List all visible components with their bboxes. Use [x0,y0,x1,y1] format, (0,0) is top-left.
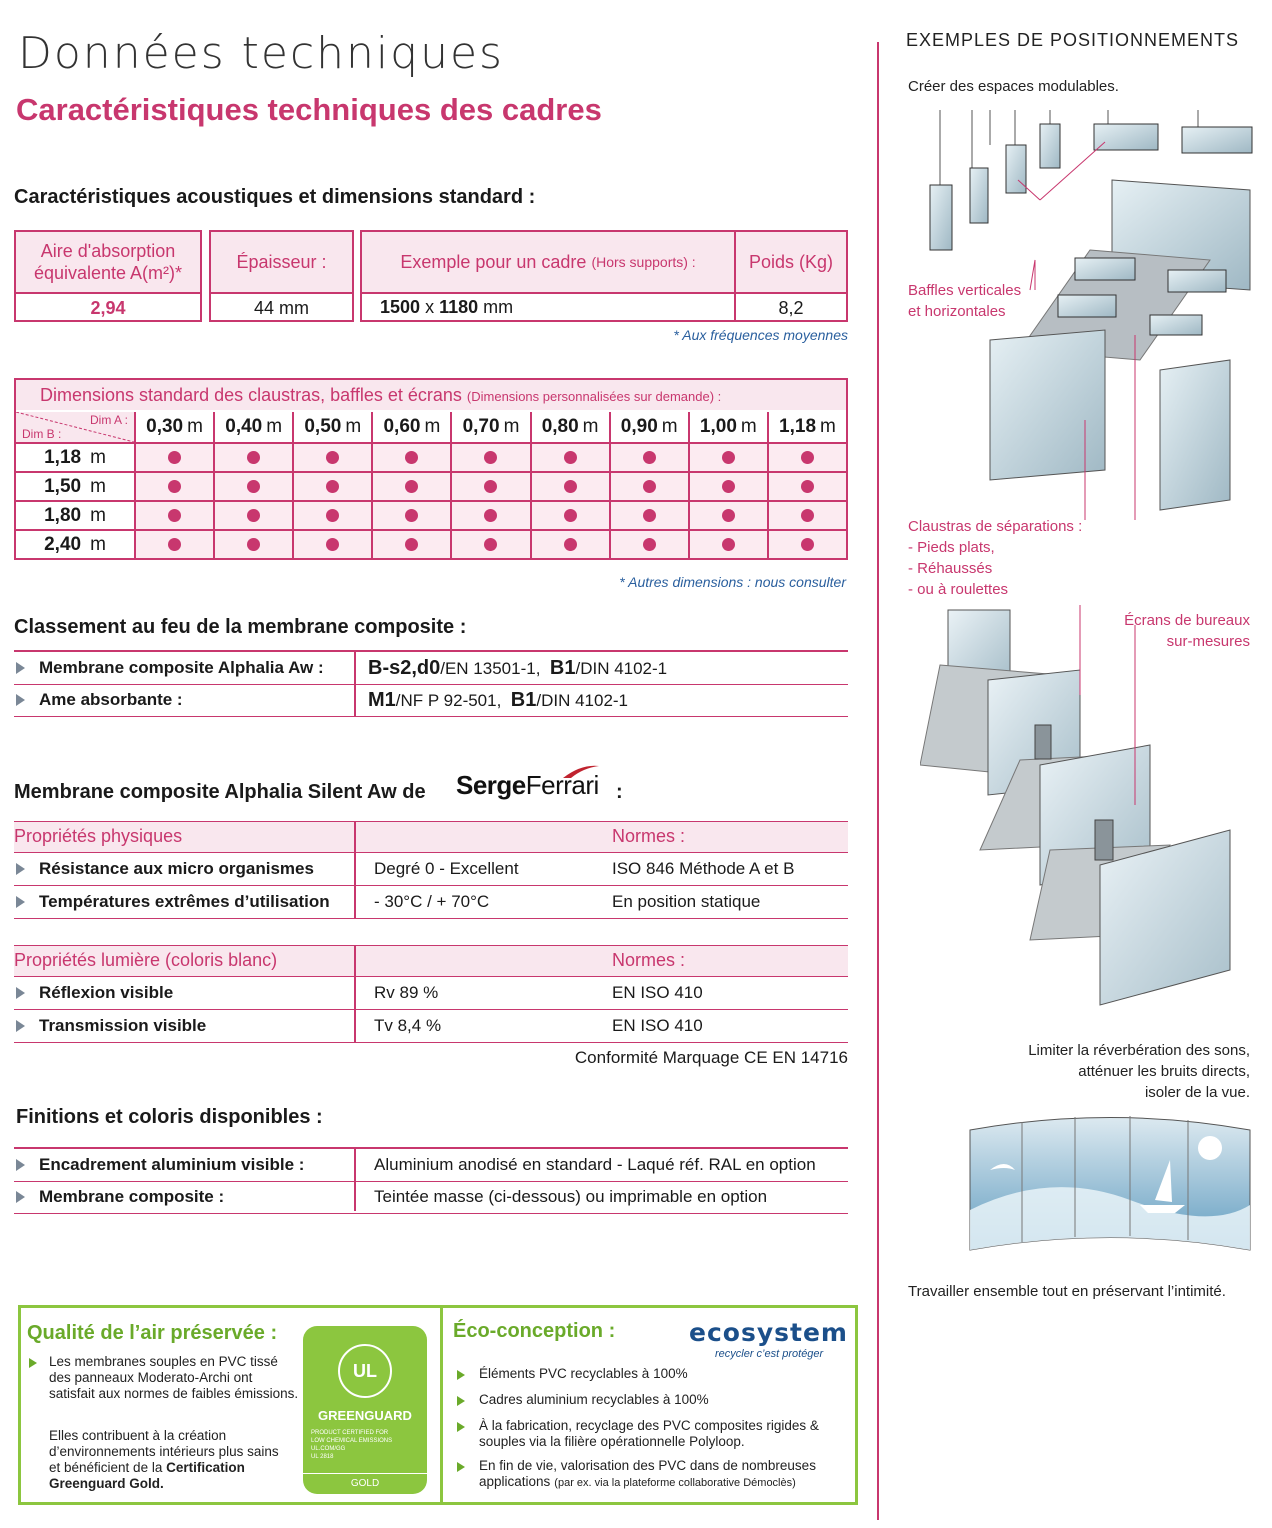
page-subtitle: Caractéristiques techniques des cadres [16,92,602,127]
dimension-available-cell [452,444,529,471]
dim-b-value: 1,50 [44,475,82,497]
dim-a-unit: m [187,416,203,437]
dim-a-value: 0,50 [304,416,342,437]
greenguard-gold: GOLD [303,1473,427,1494]
availability-dot-icon [643,538,656,551]
bullet-triangle [457,1462,465,1472]
ferrari-swoosh-icon [561,764,601,780]
column-sep [354,821,356,853]
dim-a-value: 0,30 [146,416,184,437]
light-props-header [14,945,848,977]
absorption-label-unit: équivalente A(m²)* [33,263,183,283]
dimension-available-cell [373,473,450,500]
environment-box [18,1305,858,1505]
dim-b-row-header [16,531,134,558]
availability-dot-icon [247,538,260,551]
light-norms-label: Normes : [612,950,686,970]
row-arrow-icon [16,694,25,706]
example-label: Exemple pour un cadre [400,252,587,272]
row-arrow-icon [16,662,25,674]
availability-dot-icon [405,538,418,551]
dim-b-row-header [16,473,134,500]
dim-a-col-header [373,412,450,442]
availability-dot-icon [564,538,577,551]
spacer [501,691,510,710]
dim-b-value: 2,40 [44,533,82,555]
dim-a-value: 0,70 [462,416,500,437]
serge-ferrari-logo [456,770,599,801]
availability-dot-icon [484,509,497,522]
bullet-triangle [457,1370,465,1380]
finish-row-label: Encadrement aluminium visible : [39,1155,305,1174]
dim-b-unit: m [90,446,106,468]
dimension-available-cell [690,473,767,500]
dim-a-col-header [769,412,846,442]
dimension-available-cell [532,531,609,558]
dim-a-col-header [532,412,609,442]
light-head-label: Propriétés lumière (coloris blanc) [14,950,278,970]
dim-a-unit: m [266,416,283,437]
dimension-available-cell [452,502,529,529]
dimension-available-cell [690,444,767,471]
availability-dot-icon [247,451,260,464]
thickness-label: Épaisseur : [211,232,352,292]
physical-row-label: Températures extrêmes d’utilisation [39,892,330,911]
acoustic-note: * Aux fréquences moyennes [673,327,848,343]
greenguard-small-4: UL 2818 [311,1454,334,1460]
eco-item-text: Cadres aluminium recyclables à 100% [479,1392,709,1407]
greenguard-small-2: LOW CHEMICAL EMISSIONS [311,1438,393,1444]
eco-item-text: En fin de vie, valorisation des PVC dans de nombreuses applications [479,1458,816,1489]
light-row-value: Tv 8,4 % [374,1016,442,1035]
fire-row-label: Membrane composite Alphalia Aw : [39,658,324,677]
physical-row-label: Résistance aux micro organismes [39,859,314,878]
example-unit: mm [483,296,514,317]
availability-dot-icon [722,538,735,551]
availability-dot-icon [643,480,656,493]
dim-a-value: 0,60 [383,416,421,437]
availability-dot-icon [484,538,497,551]
fire-norm-1: /NF P 92-501, [395,690,502,710]
ecrans-caption-2: sur-mesures [1166,633,1250,650]
dim-b-row-header [16,444,134,471]
eco-item [479,1366,839,1382]
column-sep [354,853,356,886]
limit-line: atténuer les bruits directs, [1078,1063,1250,1080]
column-sep [354,886,356,919]
claustras-caption [908,516,1082,600]
dim-a-unit: m [503,416,520,437]
dim-a-col-header [136,412,213,442]
dimensions-grid [16,412,846,558]
weight-label: Poids (Kg) [736,232,846,292]
claustras-line: - ou à roulettes [908,581,1009,598]
dim-a-value: 0,40 [225,416,263,437]
bullet-triangle [457,1396,465,1406]
ecrans-caption-1: Écrans de bureaux [1124,612,1250,629]
dim-a-value: 1,18 [779,416,817,437]
example-value [362,292,734,320]
greenguard-name: GREENGUARD [318,1408,412,1423]
dimension-available-cell [294,444,371,471]
availability-dot-icon [405,451,418,464]
availability-dot-icon [168,480,181,493]
availability-dot-icon [564,451,577,464]
dimension-available-cell [294,502,371,529]
eco-item-small: (par ex. via la plateforme collaborative Démoclès) [554,1477,796,1489]
dim-a-value: 0,90 [620,416,658,437]
availability-dot-icon [405,480,418,493]
dimensions-title-small: (Dimensions personnalisées sur demande) : [466,389,722,404]
availability-dot-icon [168,538,181,551]
partitions-illustration [920,605,1240,1025]
dimension-available-cell [215,502,292,529]
example-x: x [425,296,435,317]
physical-row-value: Degré 0 - Excellent [374,859,519,878]
acoustic-section-title: Caractéristiques acoustiques et dimensions standard : [14,186,536,208]
dim-a-col-header [611,412,688,442]
dim-a-col-header [215,412,292,442]
air-para-2 [49,1428,289,1492]
fire-row [14,684,848,717]
dimension-available-cell [373,444,450,471]
dim-a-col-header [452,412,529,442]
dim-a-unit: m [582,416,599,437]
dim-a-value: 1,00 [699,416,737,437]
limit-line: Limiter la réverbération des sons, [1028,1042,1250,1059]
availability-dot-icon [564,480,577,493]
finish-row [14,1181,848,1214]
dim-b-row-header [16,502,134,529]
fire-row [14,652,848,685]
limit-caption [1028,1040,1250,1103]
limit-line: isoler de la vue. [1144,1084,1250,1101]
availability-dot-icon [326,451,339,464]
fire-row-label: Ame absorbante : [39,690,183,709]
example-width: 1500 [380,296,421,317]
fire-class-2: B1 [549,656,576,679]
availability-dot-icon [405,509,418,522]
baffles-caption [908,280,1021,322]
dimension-available-cell [452,531,529,558]
printed-panels-illustration [960,1110,1260,1270]
dimension-available-cell [769,531,846,558]
dimension-available-cell [769,444,846,471]
greenguard-small-text [303,1429,427,1461]
finish-row [14,1149,848,1182]
claustras-line: - Réhaussés [908,560,993,577]
row-arrow-icon [16,896,25,908]
light-row-norm: EN ISO 410 [612,1016,703,1035]
availability-dot-icon [326,509,339,522]
membrane-section-title: Membrane composite Alphalia Silent Aw de [14,781,426,803]
availability-dot-icon [168,509,181,522]
eco-item [479,1392,839,1408]
absorption-label: Aire d'absorption [40,241,176,261]
row-arrow-icon [16,863,25,875]
fire-row-value [368,657,667,680]
finish-row-value: Aluminium anodisé en standard - Laqué réf. RAL en option [374,1155,816,1174]
bullet-triangle [29,1358,37,1368]
fire-class-1: B-s2,d0 [368,656,441,679]
dim-a-unit: m [345,416,362,437]
availability-dot-icon [484,480,497,493]
spacer [540,659,549,678]
ecosystem-tagline: recycler c’est protéger [715,1348,824,1360]
dimension-available-cell [373,502,450,529]
dim-a-unit: m [424,416,441,437]
finish-row-value: Teintée masse (ci-dessous) ou imprimable en option [374,1187,768,1206]
eco-item-text: Éléments PVC recyclables à 100% [479,1366,688,1381]
availability-dot-icon [801,509,814,522]
light-row-label: Réflexion visible [39,983,174,1002]
availability-dot-icon [643,509,656,522]
dimension-available-cell [532,444,609,471]
dimension-available-cell [373,531,450,558]
ce-conformity: Conformité Marquage CE EN 14716 [574,1048,848,1067]
absorption-value: 2,94 [16,292,200,322]
availability-dot-icon [247,509,260,522]
greenguard-small-3: UL.COM/GG [311,1446,346,1452]
ecosystem-logo: ecosystem [689,1318,848,1347]
dimension-available-cell [532,473,609,500]
finish-row-label: Membrane composite : [39,1187,225,1206]
dimension-available-cell [769,502,846,529]
dim-a-unit: m [740,416,757,437]
availability-dot-icon [801,451,814,464]
physical-row [14,853,848,886]
availability-dot-icon [247,480,260,493]
eco-title: Éco-conception : [453,1320,616,1342]
examples-intro: Créer des espaces modulables. [908,78,1119,95]
dimensions-title [16,380,846,410]
physical-norms-label: Normes : [612,826,686,846]
column-sep [354,977,356,1010]
thickness-box [209,230,354,322]
dimension-available-cell [136,502,213,529]
row-arrow-icon [16,987,25,999]
dimensions-title-text: Dimensions standard des claustras, baffles et écrans [40,385,462,405]
physical-row-norm: En position statique [612,892,761,911]
dimension-available-cell [611,531,688,558]
dimension-available-cell [769,473,846,500]
dimension-available-cell [136,444,213,471]
air-quality-title: Qualité de l’air préservée : [27,1322,278,1344]
work-caption: Travailler ensemble tout en préservant l’intimité. [908,1283,1226,1300]
absorption-box [14,230,202,322]
fire-row-value [368,689,628,712]
air-para-1: Les membranes souples en PVC tissé des panneaux Moderato-Archi ont satisfait aux normes de faibles émissions. [49,1354,299,1401]
light-row [14,977,848,1010]
claustras-line: Claustras de séparations : [908,518,1083,535]
dimension-available-cell [611,444,688,471]
availability-dot-icon [564,509,577,522]
fire-norm-2: /DIN 4102-1 [536,690,629,710]
fire-norm-2: /DIN 4102-1 [575,658,668,678]
air-para-2-bold: Certification Greenguard Gold. [49,1460,245,1491]
green-box-divider [440,1308,443,1502]
dimension-available-cell [215,531,292,558]
eco-item-text: À la fabrication, recyclage des PVC composites rigides & souples via la filière opérationnelle Polyloop. [479,1418,819,1449]
ul-logo-icon: UL [338,1344,392,1398]
physical-row [14,886,848,919]
light-row-label: Transmission visible [39,1016,207,1035]
thickness-value: 44 mm [211,292,352,322]
brand-ferrari: Ferrari [525,770,599,800]
dimensions-note: * Autres dimensions : nous consulter [619,574,846,590]
example-header [362,232,734,292]
fire-class-1: M1 [368,688,396,711]
column-sep [354,1010,356,1043]
dim-b-unit: m [90,533,106,555]
availability-dot-icon [722,451,735,464]
example-height: 1180 [439,296,479,317]
dim-a-col-header [690,412,767,442]
eco-item [479,1418,839,1450]
dimension-available-cell [136,473,213,500]
dimension-available-cell [611,473,688,500]
example-weight-box [360,230,848,322]
physical-head-label: Propriétés physiques [14,826,183,846]
bullet-triangle [457,1422,465,1432]
dimension-available-cell [611,502,688,529]
dim-b-unit: m [90,475,106,497]
dimension-available-cell [294,473,371,500]
availability-dot-icon [801,538,814,551]
dim-b-value: 1,18 [44,446,82,468]
availability-dot-icon [168,451,181,464]
fire-norm-1: /EN 13501-1, [440,658,541,678]
page-title: Données techniques [18,28,504,79]
dim-b-value: 1,80 [44,504,82,526]
fire-section-title: Classement au feu de la membrane composite : [14,616,467,638]
dimension-available-cell [690,531,767,558]
availability-dot-icon [484,451,497,464]
brand-serge: Serge [456,770,526,800]
dimension-available-cell [136,531,213,558]
dim-b-label: Dim B : [22,427,62,441]
air-para-2-text: Elles contribuent à la création d’environnements intérieurs plus sains et bénéficient de la [49,1428,279,1475]
dimensions-corner [16,412,134,442]
column-divider [877,42,879,1520]
dimension-available-cell [532,502,609,529]
dimension-available-cell [215,473,292,500]
greenguard-badge [303,1326,427,1494]
dim-a-unit: m [661,416,678,437]
dim-a-col-header [294,412,371,442]
physical-row-value: - 30°C / + 70°C [374,892,490,911]
availability-dot-icon [643,451,656,464]
claustras-line: - Pieds plats, [908,539,995,556]
row-arrow-icon [16,1191,25,1203]
dim-a-label: Dim A : [89,413,128,427]
example-label-small: (Hors supports) : [591,254,696,270]
light-row-norm: EN ISO 410 [612,983,703,1002]
eco-item [479,1458,839,1491]
column-sep [354,945,356,977]
dimension-available-cell [294,531,371,558]
dim-a-unit: m [820,416,836,437]
row-arrow-icon [16,1159,25,1171]
examples-title: EXEMPLES DE POSITIONNEMENTS [906,30,1240,50]
availability-dot-icon [326,538,339,551]
greenguard-small-1: PRODUCT CERTIFIED FOR [311,1430,389,1436]
availability-dot-icon [801,480,814,493]
weight-value: 8,2 [736,292,846,322]
availability-dot-icon [326,480,339,493]
light-row-value: Rv 89 % [374,983,439,1002]
physical-props-header [14,821,848,853]
fire-class-2: B1 [510,688,537,711]
dimension-available-cell [452,473,529,500]
finishes-section-title: Finitions et coloris disponibles : [16,1106,323,1128]
dimension-available-cell [215,444,292,471]
baffles-caption-1: Baffles verticales [908,282,1022,299]
dim-b-unit: m [90,504,106,526]
row-arrow-icon [16,1020,25,1032]
availability-dot-icon [722,509,735,522]
membrane-title-colon: : [616,781,623,803]
baffles-caption-2: et horizontales [908,303,1006,320]
light-row [14,1010,848,1043]
dimensions-table [14,378,848,560]
availability-dot-icon [722,480,735,493]
physical-row-norm: ISO 846 Méthode A et B [612,859,795,878]
dim-a-value: 0,80 [541,416,579,437]
dimension-available-cell [690,502,767,529]
